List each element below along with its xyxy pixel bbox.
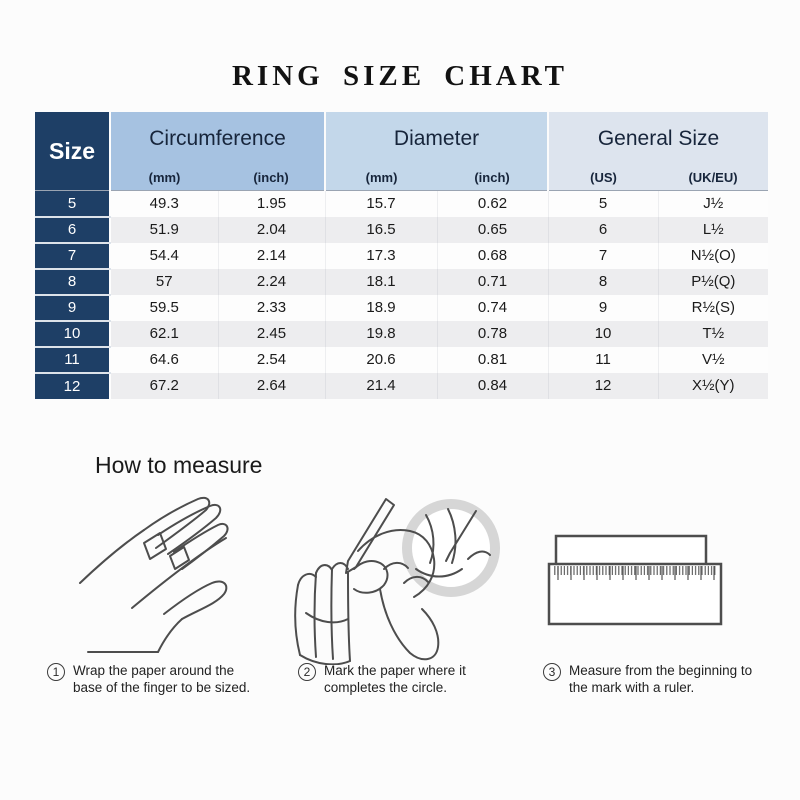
cell-us: 5: [548, 191, 658, 217]
cell-uk: X½(Y): [658, 373, 768, 399]
cell-d_mm: 21.4: [325, 373, 437, 399]
finger-line: [348, 573, 350, 661]
cell-d_mm: 15.7: [325, 191, 437, 217]
cell-c_inch: 2.54: [218, 347, 325, 373]
cell-c_mm: 64.6: [110, 347, 218, 373]
table-row: [35, 321, 768, 347]
step-1-text: [73, 662, 250, 696]
step-1-line-1: Wrap the paper around the: [73, 663, 235, 678]
table-row: [35, 243, 768, 269]
page-title: RING SIZE CHART: [231, 60, 569, 92]
step-2-line-2: completes the circle.: [324, 680, 448, 695]
table-row: [35, 373, 768, 399]
ring-size-table: [35, 112, 768, 399]
step-2: [298, 662, 533, 696]
cell-c_mm: 62.1: [110, 321, 218, 347]
subheader-diameter-mm: (mm): [325, 165, 437, 191]
cell-c_mm: 49.3: [110, 191, 218, 217]
cell-size: 9: [35, 295, 110, 321]
cell-us: 7: [548, 243, 658, 269]
step-3-line-1: Measure from the beginning to: [569, 663, 753, 678]
step-2-text: [324, 662, 466, 696]
cell-c_inch: 2.33: [218, 295, 325, 321]
cell-d_inch: 0.71: [437, 269, 548, 295]
cell-c_mm: 51.9: [110, 217, 218, 243]
cell-us: 8: [548, 269, 658, 295]
cell-uk: V½: [658, 347, 768, 373]
cell-size: 6: [35, 217, 110, 243]
cell-us: 11: [548, 347, 658, 373]
size-table-body: [35, 191, 768, 399]
cell-d_inch: 0.78: [437, 321, 548, 347]
cell-d_mm: 17.3: [325, 243, 437, 269]
cell-c_inch: 2.64: [218, 373, 325, 399]
cell-size: 12: [35, 373, 110, 399]
paper-strip: [556, 536, 706, 566]
cell-d_inch: 0.81: [437, 347, 548, 373]
cell-c_mm: 67.2: [110, 373, 218, 399]
step-number-badge: 2: [298, 663, 316, 681]
cell-d_mm: 19.8: [325, 321, 437, 347]
paper-strip-band: [306, 613, 348, 622]
cell-d_inch: 0.65: [437, 217, 548, 243]
col-header-general: General Size: [548, 112, 768, 165]
col-header-circumference: Circumference: [110, 112, 325, 165]
cell-uk: L½: [658, 217, 768, 243]
ruler-measure-illustration: [528, 518, 788, 640]
how-to-measure-heading: How to measure: [95, 452, 263, 478]
cell-size: 7: [35, 243, 110, 269]
finger-line: [331, 569, 333, 659]
table-row: [35, 269, 768, 295]
cell-c_mm: 54.4: [110, 243, 218, 269]
table-row: [35, 347, 768, 373]
cell-d_inch: 0.74: [437, 295, 548, 321]
ruler-tick-band: [554, 566, 716, 576]
cell-us: 9: [548, 295, 658, 321]
subheader-circumference-inch: (inch): [218, 165, 325, 191]
thumb-line: [164, 581, 226, 619]
col-header-size: Size: [35, 112, 110, 191]
cell-c_mm: 59.5: [110, 295, 218, 321]
subheader-diameter-inch: (inch): [437, 165, 548, 191]
paper-strip-band: [144, 533, 166, 559]
cell-size: 10: [35, 321, 110, 347]
step-2-line-1: Mark the paper where it: [324, 663, 466, 678]
table-header-row: [35, 112, 768, 165]
hand-with-paper-illustration: [58, 488, 303, 660]
cell-d_mm: 18.9: [325, 295, 437, 321]
table-subheader-row: [35, 165, 768, 191]
cell-uk: J½: [658, 191, 768, 217]
step-1: [47, 662, 292, 696]
table-row: [35, 191, 768, 217]
cell-us: 10: [548, 321, 658, 347]
table-row: [35, 217, 768, 243]
cell-uk: T½: [658, 321, 768, 347]
step-1-line-2: base of the finger to be sized.: [73, 680, 251, 695]
cell-c_inch: 2.24: [218, 269, 325, 295]
cell-size: 5: [35, 191, 110, 217]
finger-line: [295, 585, 300, 655]
cell-d_inch: 0.68: [437, 243, 548, 269]
mark-with-pen-illustration: [288, 473, 540, 665]
step-3-text: [569, 662, 752, 696]
step-number-badge: 3: [543, 663, 561, 681]
cell-uk: R½(S): [658, 295, 768, 321]
cell-c_inch: 2.04: [218, 217, 325, 243]
cell-c_inch: 2.14: [218, 243, 325, 269]
cell-us: 6: [548, 217, 658, 243]
cell-d_mm: 16.5: [325, 217, 437, 243]
cell-uk: P½(Q): [658, 269, 768, 295]
finger-line: [315, 573, 317, 657]
cell-us: 12: [548, 373, 658, 399]
subheader-us: (US): [548, 165, 658, 191]
cell-d_inch: 0.62: [437, 191, 548, 217]
cell-d_inch: 0.84: [437, 373, 548, 399]
subheader-circumference-mm: (mm): [110, 165, 218, 191]
cell-c_inch: 1.95: [218, 191, 325, 217]
cell-uk: N½(O): [658, 243, 768, 269]
table-row: [35, 295, 768, 321]
cell-size: 8: [35, 269, 110, 295]
cell-c_mm: 57: [110, 269, 218, 295]
step-number-badge: 1: [47, 663, 65, 681]
step-3-line-2: the mark with a ruler.: [569, 680, 695, 695]
col-header-diameter: Diameter: [325, 112, 548, 165]
cell-d_mm: 20.6: [325, 347, 437, 373]
subheader-uk-eu: (UK/EU): [658, 165, 768, 191]
cell-size: 11: [35, 347, 110, 373]
cell-d_mm: 18.1: [325, 269, 437, 295]
cell-c_inch: 2.45: [218, 321, 325, 347]
step-3: [543, 662, 783, 696]
